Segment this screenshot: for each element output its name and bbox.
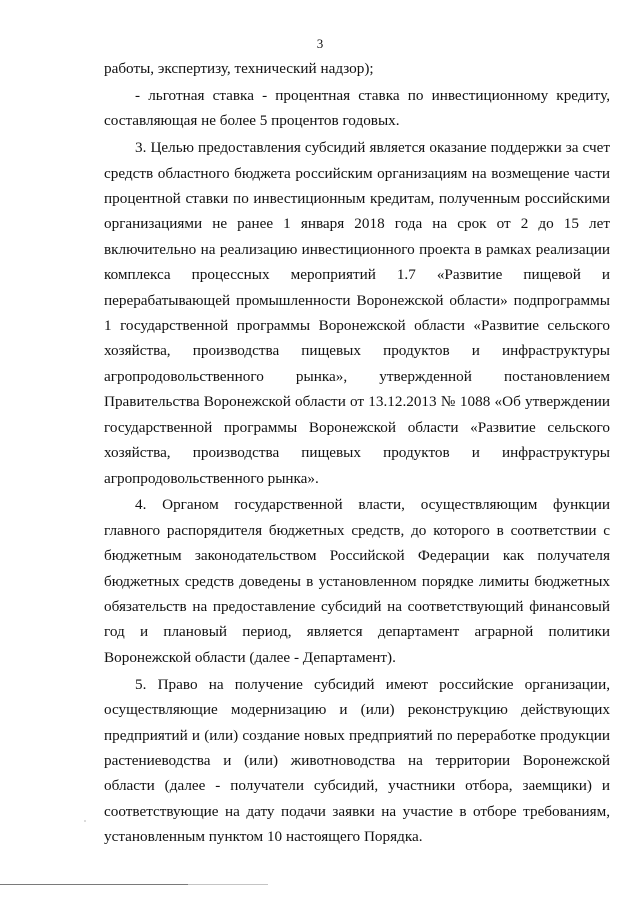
paragraph-item-5: 5. Право на получение субсидий имеют российские организации, осуществляющие модернизацию и (или) реконструкцию действующих предприятий и (или) создание новых предприятий по переработке продукции растениеводства и (или) животноводства на территории Воронежской области (далее - получатели субсидий, участники отбора, заемщики) и соответствующие на дату подачи заявки на участие в отборе требованиям, установленным пунктом 10 настоящего Порядка. xyxy=(104,675,610,846)
document-body xyxy=(104,56,610,850)
paragraph-preferential-rate: - льготная ставка - процентная ставка по инвестиционному кредиту, составляющая не более 5 процентов годовых. xyxy=(104,86,610,130)
scan-artifact-dot xyxy=(84,820,86,822)
paragraph-continuation: работы, экспертизу, технический надзор); xyxy=(104,60,374,77)
page-number: 3 xyxy=(316,36,324,51)
scan-artifact-line-faint xyxy=(188,884,268,885)
scan-artifact-line xyxy=(0,884,190,885)
paragraph-item-4: 4. Органом государственной власти, осуществляющим функции главного распорядителя бюджетных средств, до которого в соответствии с бюджетным законодательством Российской Федерации как получателя бюджетных средств доведены в установленном порядке лимиты бюджетных обязательств на предоставление субсидий на соответствующий финансовый год и плановый период, является департамент аграрной политики Воронежской области (далее - Департамент). xyxy=(104,496,610,666)
paragraph-item-3: 3. Целью предоставления субсидий является оказание поддержки за счет средств областного бюджета российским организациям на возмещение части процентной ставки по инвестиционным кредитам, полученным российскими организациями не ранее 1 января 2018 года на срок от 2 до 15 лет включительно на реализацию инвестиционного проекта в рамках реализации комплекса процессных мероприятий 1.7 «Развитие пищевой и перерабатывающей промышленности Воронежской области» подпрограммы 1 государственной программы Воронежской области «Развитие сельского хозяйства, производства пищевых продуктов и инфраструктуры агропродовольственного рынка», утвержденной постановлением Правительства Воронежской области от 13.12.2013 № 1088 «Об утверждении государственной программы Воронежской области «Развитие сельского хозяйства, производства пищевых продуктов и инфраструктуры агропродовольственного рынка». xyxy=(104,139,610,487)
